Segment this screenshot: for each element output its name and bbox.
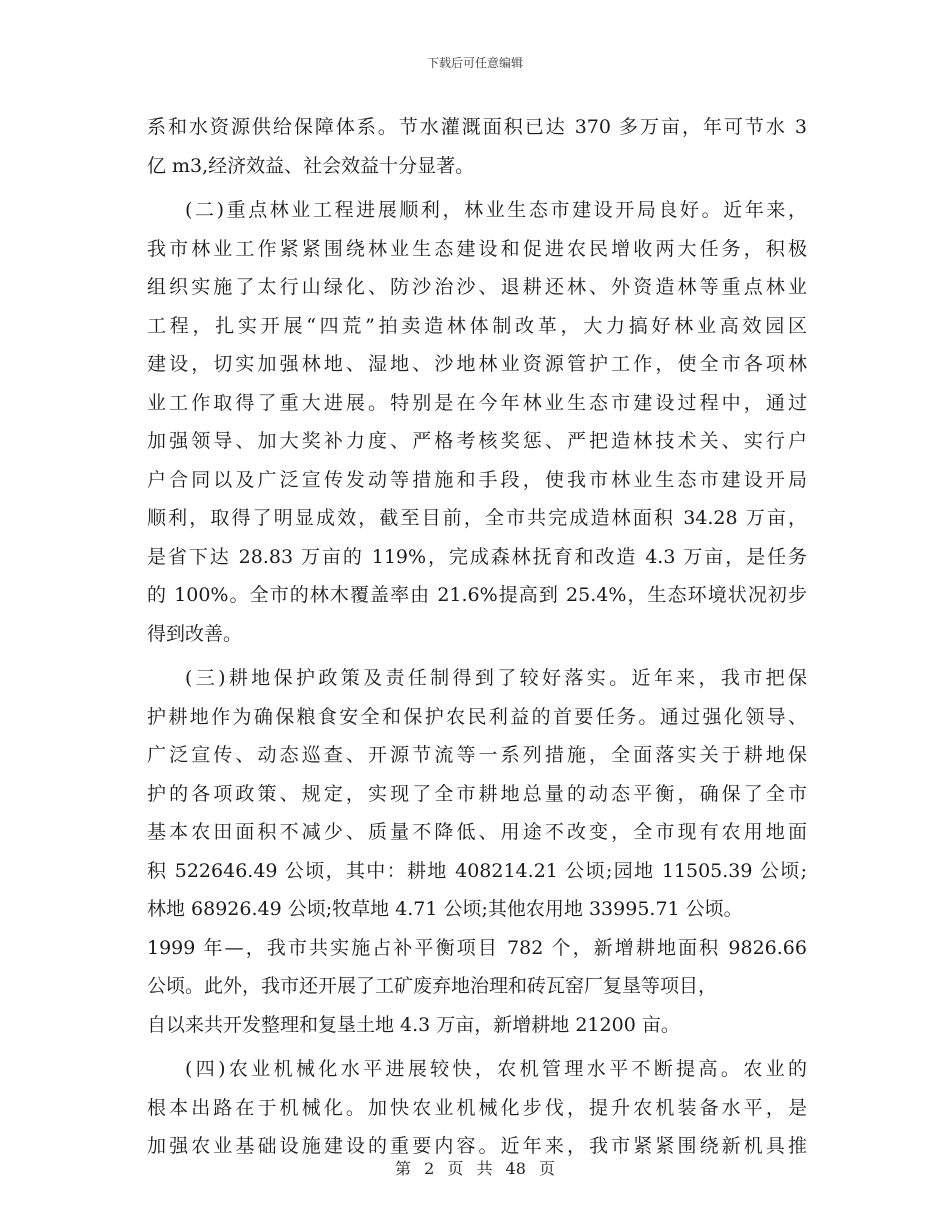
text-line: 户合同以及广泛宣传发动等措施和手段，使我市林业生态市建设开局 (147, 468, 807, 491)
text-line: 建设，切实加强林地、湿地、沙地林业资源管护工作，使全市各项林 (147, 353, 807, 375)
document-body (147, 108, 807, 1166)
text-line: 顺利，取得了明显成效，截至目前，全市共完成造林面积 34.28 万亩， (147, 507, 807, 529)
text-line: 护耕地作为确保粮食安全和保护农民利益的首要任务。通过强化领导、 (147, 705, 807, 728)
text-line: 是省下达 28.83 万亩的 119%，完成森林抚育和改造 4.3 万亩，是任务 (147, 545, 807, 568)
text-line: 基本农田面积不减少、质量不降低、用途不改变，全市现有农用地面 (147, 821, 807, 843)
page-number-footer: 第 2 页 共 48 页 (395, 1159, 555, 1178)
text-line: (三)耕地保护政策及责任制得到了较好落实。近年来，我市把保 (185, 667, 807, 689)
text-line: 亿 m3,经济效益、社会效益十分显著。 (147, 154, 475, 177)
text-line: 加强领导、加大奖补力度、严格考核奖惩、严把造林技术关、实行户 (147, 430, 807, 452)
text-line: 加强农业基础设施建设的重要内容。近年来，我市紧紧围绕新机具推 (147, 1135, 807, 1157)
text-line: 的 100%。全市的林木覆盖率由 21.6%提高到 25.4%，生态环境状况初步 (147, 584, 807, 606)
text-line: 我市林业工作紧紧围绕林业生态建设和促进农民增收两大任务，积极 (147, 237, 807, 260)
text-line: 1999 年—，我市共实施占补平衡项目 782 个，新增耕地面积 9826.66 (147, 936, 807, 959)
text-line: 工程，扎实开展“四荒”拍卖造林体制改革，大力搞好林业高效园区 (147, 314, 807, 337)
text-line: 护的各项政策、规定，实现了全市耕地总量的动态平衡，确保了全市 (147, 782, 807, 805)
text-line: 组织实施了太行山绿化、防沙治沙、退耕还林、外资造林等重点林业 (147, 276, 807, 298)
text-line: 公顷。此外，我市还开展了工矿废弃地治理和砖瓦窑厂复垦等项目， (147, 975, 718, 997)
text-line: 林地 68926.49 公顷;牧草地 4.71 公顷;其他农用地 33995.71 公顷。 (147, 898, 743, 920)
text-line: 自以来共开发整理和复垦土地 4.3 万亩，新增耕地 21200 亩。 (147, 1013, 680, 1036)
text-line: 得到改善。 (147, 622, 243, 645)
text-line: 系和水资源供给保障体系。节水灌溉面积已达 370 多万亩，年可节水 3 (147, 116, 807, 138)
text-line: (二)重点林业工程进展顺利，林业生态市建设开局良好。近年来， (185, 199, 807, 221)
text-line: (四)农业机械化水平进展较快，农机管理水平不断提高。农业的 (185, 1058, 807, 1080)
text-line: 广泛宣传、动态巡查、开源节流等一系列措施，全面落实关于耕地保 (147, 744, 807, 766)
text-line: 积 522646.49 公顷，其中：耕地 408214.21 公顷;园地 11505.39 公顷; (147, 859, 807, 882)
text-line: 根本出路在于机械化。加快农业机械化步伐，提升农机装备水平，是 (147, 1096, 807, 1119)
page-header-note: 下载后可任意编辑 (426, 56, 523, 70)
text-line: 业工作取得了重大进展。特别是在今年林业生态市建设过程中，通过 (147, 391, 807, 414)
